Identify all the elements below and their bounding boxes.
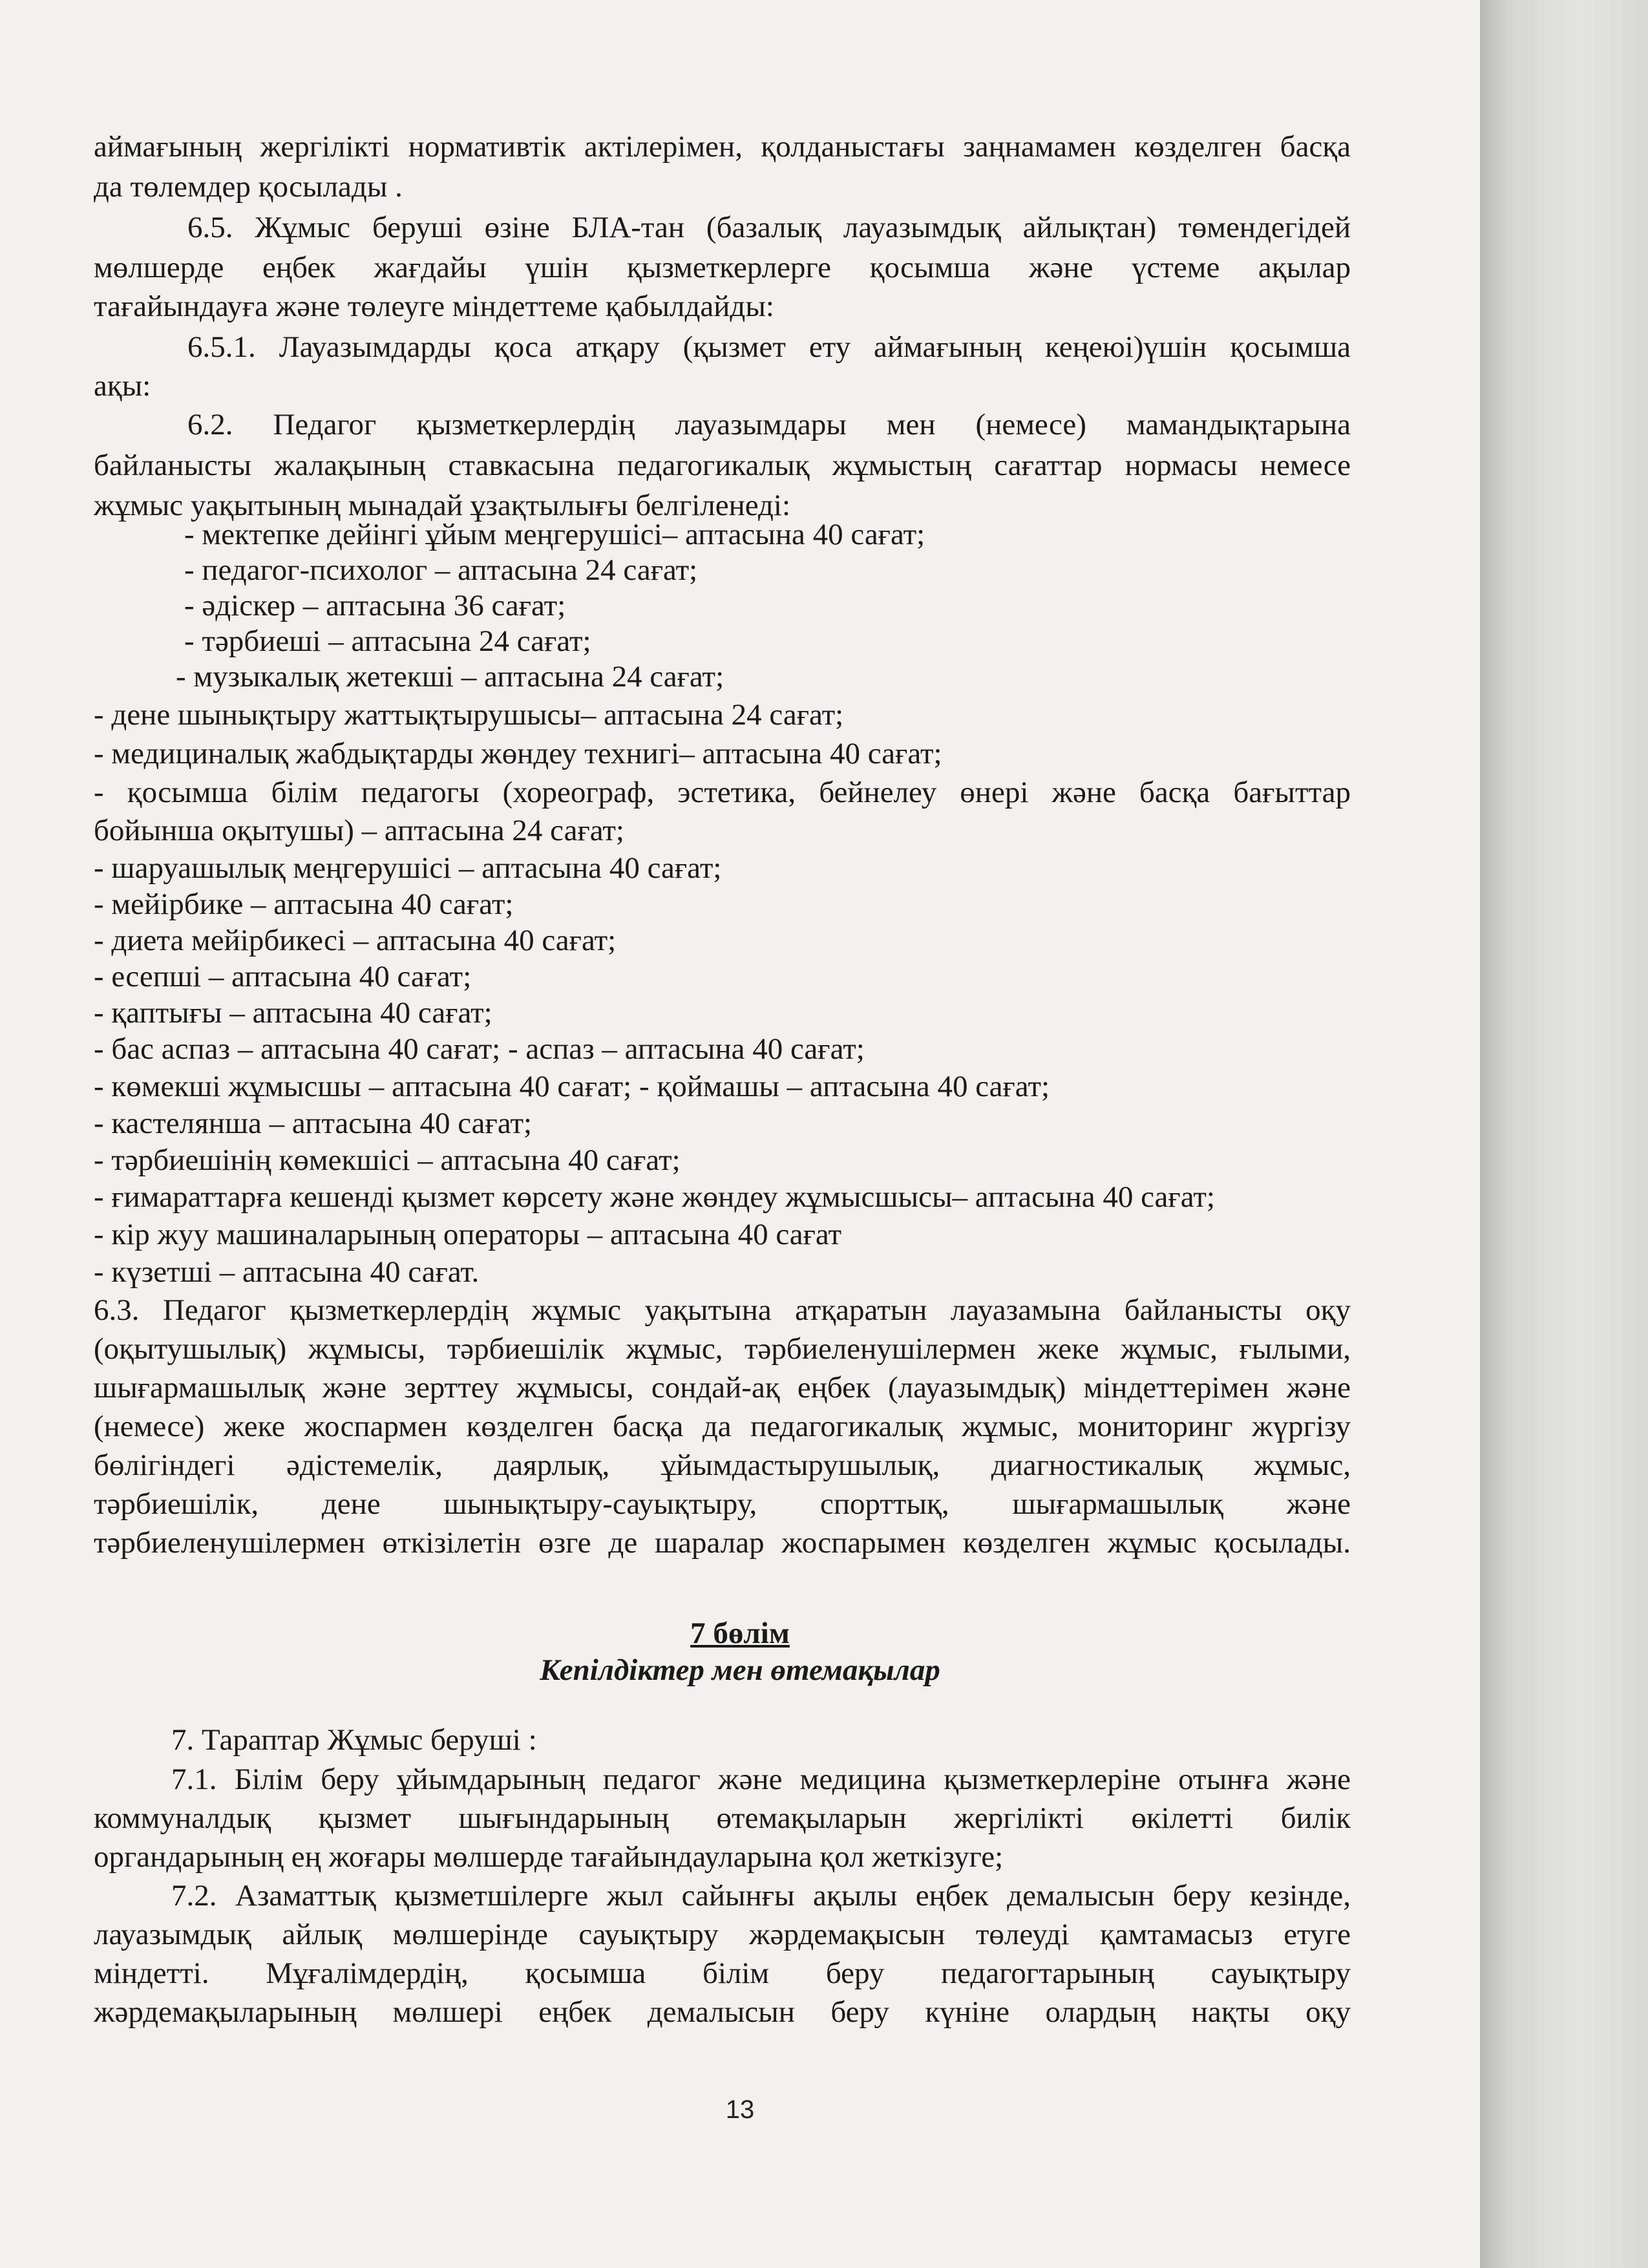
list-item: - дене шынықтыру жаттықтырушысы– аптасына 24 сағат; [94,698,844,732]
list-item: - ғимараттарға кешенді қызмет көрсету және жөндеу жұмысшысы– аптасына 40 сағат; [94,1180,1215,1214]
list-item: - тәрбиешінің көмекшісі – аптасына 40 сағат; [94,1143,681,1177]
text-line: 7.2. Азаматтық қызметшілерге жыл сайынғы ақылы еңбек демалысын беру кезінде, [171,1879,1351,1913]
text-line: аймағының жергілікті нормативтік актілерімен, қолданыстағы заңнамамен көзделген басқа [94,130,1351,164]
page-number: 13 [725,2095,755,2124]
section-title: Кепілдіктер мен өтемақылар [540,1653,940,1687]
text-line: органдарының ең жоғары мөлшерде тағайындауларына қол жеткізуге; [94,1840,1004,1874]
list-item: - педагог-психолог – аптасына 24 сағат; [184,553,698,587]
text-line: 6.2. Педагог қызметкерлердің лауазымдары мен (немесе) мамандықтарына [187,408,1351,441]
section-number: 7 бөлім [690,1616,790,1650]
list-item: - бас аспаз – аптасына 40 сағат; - аспаз – аптасына 40 сағат; [94,1032,865,1066]
list-item: - күзетші – аптасына 40 сағат. [94,1255,480,1289]
text-line: тағайындауға және төлеуге міндеттеме қабылдайды: [94,290,774,323]
list-item: - көмекші жұмысшы – аптасына 40 сағат; - қоймашы – аптасына 40 сағат; [94,1070,1050,1103]
list-item: - қаптығы – аптасына 40 сағат; [94,996,492,1030]
scan-background-edge [1480,0,1648,2268]
list-item: - диета мейірбикесі – аптасына 40 сағат; [94,924,617,957]
text-line: 6.5.1. Лауазымдарды қоса атқару (қызмет ету аймағының кеңеюі)үшін қосымша [187,330,1351,364]
text-line: міндетті. Мұғалімдердің, қосымша білім беру педагогтарының сауықтыру [94,1956,1351,1990]
text-line: 7.1. Білім беру ұйымдарының педагог және медицина қызметкерлеріне отынға және [171,1763,1351,1796]
list-item: - тәрбиеші – аптасына 24 сағат; [184,624,591,658]
text-line: коммуналдық қызмет шығындарының өтемақыларын жергілікті өкілетті билік [94,1801,1351,1835]
list-item: - шаруашылық меңгерушісі – аптасына 40 сағат; [94,851,722,885]
text-line: 7. Тараптар Жұмыс беруші : [171,1723,537,1757]
list-item: - кір жуу машиналарының операторы – аптасына 40 сағат [94,1218,842,1251]
list-item: - музыкалық жетекші – аптасына 24 сағат; [176,660,724,694]
text-line: ақы: [94,369,151,403]
text-line: мөлшерде еңбек жағдайы үшін қызметкерлерге қосымша және үстеме ақылар [94,251,1351,284]
text-line: байланысты жалақының ставкасына педагогикалық жұмыстың сағаттар нормасы немесе [94,449,1351,482]
list-item: - әдіскер – аптасына 36 сағат; [184,589,566,622]
list-item: - мейірбике – аптасына 40 сағат; [94,887,514,921]
text-line: тәрбиеленушілермен өткізілетін өзге де шаралар жоспарымен көзделген жұмыс қосылады. [94,1526,1351,1560]
text-line: (немесе) жеке жоспармен көзделген басқа да педагогикалық жұмыс, мониторинг жүргізу [94,1410,1351,1443]
list-item: - мектепке дейінгі ұйым меңгерушісі– аптасына 40 сағат; [184,518,925,551]
text-line: да төлемдер қосылады . [94,170,403,204]
text-line: жұмыс уақытының мынадай ұзақтылығы белгіленеді: [94,489,791,522]
list-item: - есепші – аптасына 40 сағат; [94,960,472,993]
text-line: шығармашылық және зерттеу жұмысы, сондай-ақ еңбек (лауазымдық) міндеттерімен және [94,1371,1351,1404]
list-item: - медициналық жабдықтарды жөндеу технигі– аптасына 40 сағат; [94,737,942,770]
text-line: бөлігіндегі әдістемелік, даярлық, ұйымдастырушылық, диагностикалық жұмыс, [94,1448,1351,1482]
list-item: бойынша оқытушы) – аптасына 24 сағат; [94,814,624,847]
text-line: 6.5. Жұмыс беруші өзіне БЛА-тан (базалық лауазымдық айлықтан) төмендегідей [187,211,1351,244]
text-line: тәрбиешілік, дене шынықтыру-сауықтыру, спорттық, шығармашылық және [94,1487,1351,1521]
text-line: (оқытушылық) жұмысы, тәрбиешілік жұмыс, тәрбиеленушілермен жеке жұмыс, ғылыми, [94,1332,1351,1366]
text-line: жәрдемақыларының мөлшері еңбек демалысын беру күніне олардың нақты оқу [94,1995,1351,2029]
list-item: - қосымша білім педагогы (хореограф, эстетика, бейнелеу өнері және басқа бағыттар [94,776,1351,809]
list-item: - кастелянша – аптасына 40 сағат; [94,1107,533,1140]
text-line: лауазымдық айлық мөлшерінде сауықтыру жәрдемақысын төлеуді қамтамасыз етуге [94,1918,1351,1951]
text-line: 6.3. Педагог қызметкерлердің жұмыс уақытына атқаратын лауазамына байланысты оқу [94,1293,1351,1327]
